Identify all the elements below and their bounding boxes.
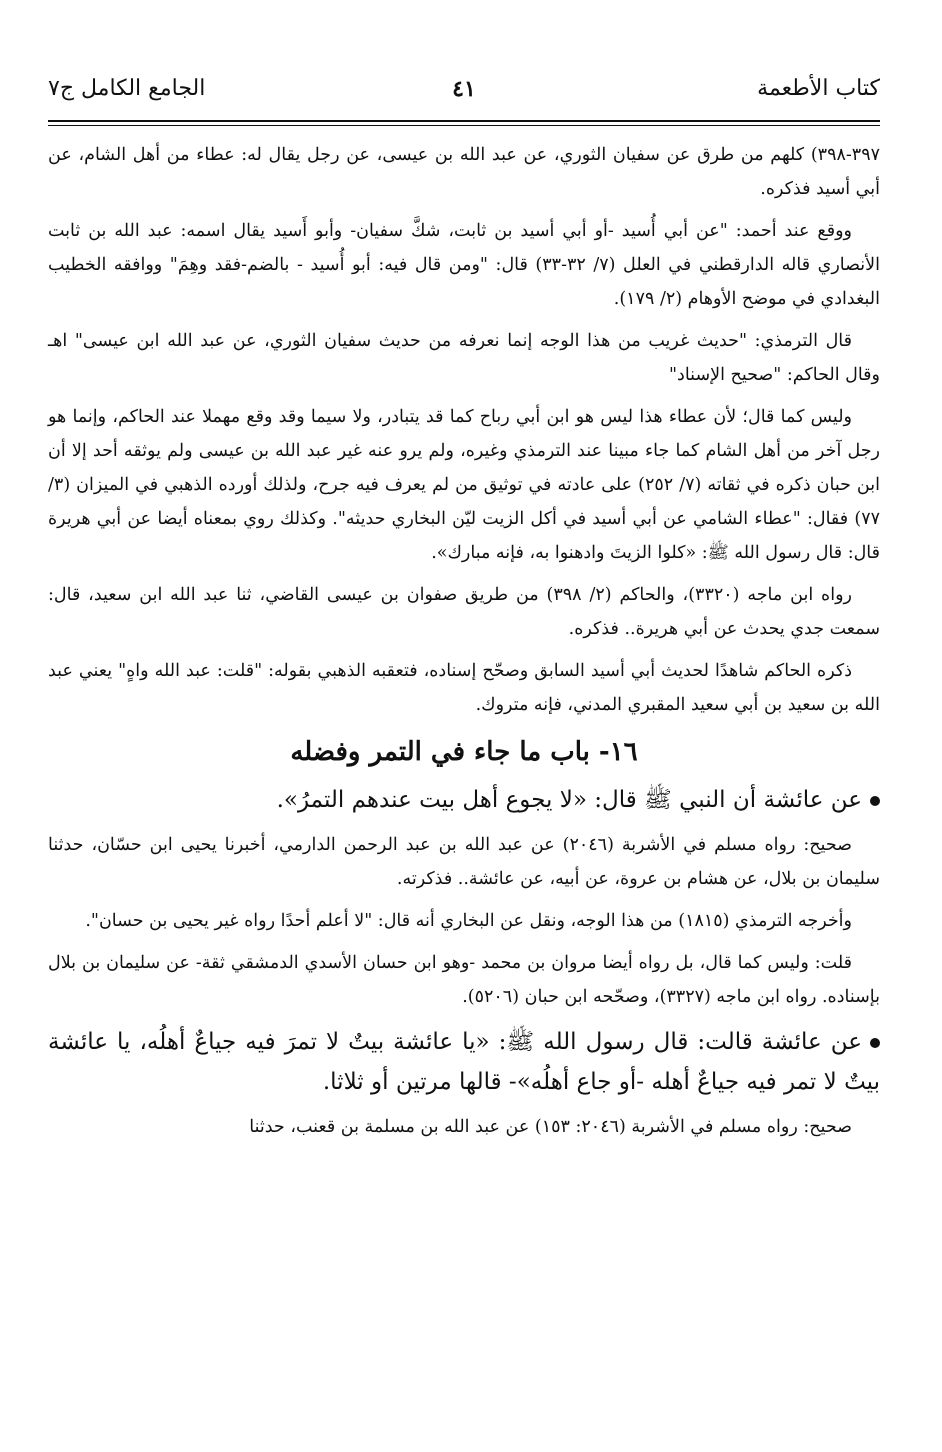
paragraph: قلت: وليس كما قال، بل رواه أيضا مروان بن محمد -وهو ابن حسان الأسدي الدمشقي ثقة- عن سليمان بن بلال بإسناده. رواه ابن ماجه (٣٣٢٧)، وصحّحه ابن حبان (٥٢٠٦). [48,953,880,1007]
paragraph: صحيح: رواه مسلم في الأشربة (٢٠٤٦) عن عبد الله بن عبد الرحمن الدارمي، أخبرنا يحيى ابن حسّان، حدثنا سليمان بن بلال، عن هشام بن عروة، عن أبيه، عن عائشة.. فذكرته. [48,835,880,889]
header-rule [48,120,880,122]
page-header [48,72,880,120]
page [0,72,942,1452]
volume-title: الجامع الكامل ج٧ [48,76,206,101]
paragraph: وأخرجه الترمذي (١٨١٥) من هذا الوجه، ونقل عن البخاري أنه قال: "لا أعلم أحدًا رواه غير يحيى بن حسان". [85,911,852,931]
paragraph: ٣٩٧-٣٩٨) كلهم من طرق عن سفيان الثوري، عن عبد الله بن عيسى، عن رجل يقال له: عطاء من أهل الشام، عن أبي أسيد فذكره. [48,145,880,199]
paragraph: ذكره الحاكم شاهدًا لحديث أبي أسيد السابق وصحّح إسناده، فتعقبه الذهبي بقوله: "قلت: عبد الله واهٍ" يعني عبد الله بن سعيد بن أبي سعيد المقبري المدني، فإنه متروك. [48,661,880,715]
paragraph: قال الترمذي: "حديث غريب من هذا الوجه إنما نعرفه من حديث سفيان الثوري، عن عبد الله ابن عيسى" اهـ وقال الحاكم: "صحيح الإسناد" [48,331,880,385]
paragraph: وليس كما قال؛ لأن عطاء هذا ليس هو ابن أبي رباح كما قد يتبادر، ولا سيما وقد وقع مهملا عند الحاكم، وإنما هو رجل آخر من أهل الشام كما جاء مبينا عند الترمذي وغيره، ولم يرو عنه غير عبد الله بن عيسى ولم يوثقه أحد إلا أن ابن حبان ذكره في ثقاته (٧/ ٢٥٢) على عادته في توثيق من لم يعرف فيه جرح، ولذلك أورده الذهبي في الميزان (٣/ ٧٧) فقال: "عطاء الشامي عن أبي أسيد في أكل الزيت ليّن البخاري حديثه". وكذلك روي بمعناه أيضا عن أبي هريرة قال: قال رسول الله ﷺ: «كلوا الزيتَ وادهنوا به، فإنه مبارك». [48,407,880,563]
section-heading: ١٦- باب ما جاء في التمر وفضله [290,737,638,767]
bullet-icon [870,796,880,806]
paragraph: رواه ابن ماجه (٣٣٢٠)، والحاكم (٢/ ٣٩٨) من طريق صفوان بن عيسى القاضي، ثنا عبد الله ابن سعيد، قال: سمعت جدي يحدث عن أبي هريرة.. فذكره. [48,585,880,639]
hadith-text [48,1022,880,1102]
page-number: ٤١ [452,76,476,102]
hadith-body: عن عائشة قالت: قال رسول الله ﷺ: «يا عائشة بيتٌ لا تمرَ فيه جياعٌ أهلُه، يا عائشة بيتٌ لا تمر فيه جياعٌ أهله -أو جاع أهلُه»- قالها مرتين أو ثلاثا. [48,1029,880,1095]
book-title: كتاب الأطعمة [757,76,880,101]
paragraph: صحيح: رواه مسلم في الأشربة (٢٠٤٦: ١٥٣) عن عبد الله بن مسلمة بن قعنب، حدثنا [249,1117,852,1137]
header-rule-thin [48,125,880,126]
bullet-icon [870,1038,880,1048]
paragraph: ووقع عند أحمد: "عن أبي أُسيد -أو أبي أسيد بن ثابت، شكَّ سفيان- وأبو أَسيد يقال اسمه: عبد الله بن ثابت الأنصاري قاله الدارقطني في العلل (٧/ ٣٢-٣٣) قال: "ومن قال فيه: أبو أُسيد - بالضم-فقد وهِمَ" ووافقه الخطيب البغدادي في موضح الأوهام (٢/ ١٧٩). [48,221,881,309]
hadith-text [48,780,880,820]
hadith-body: عن عائشة أن النبي ﷺ قال: «لا يجوع أهل بيت عندهم التمرُ». [276,787,862,813]
